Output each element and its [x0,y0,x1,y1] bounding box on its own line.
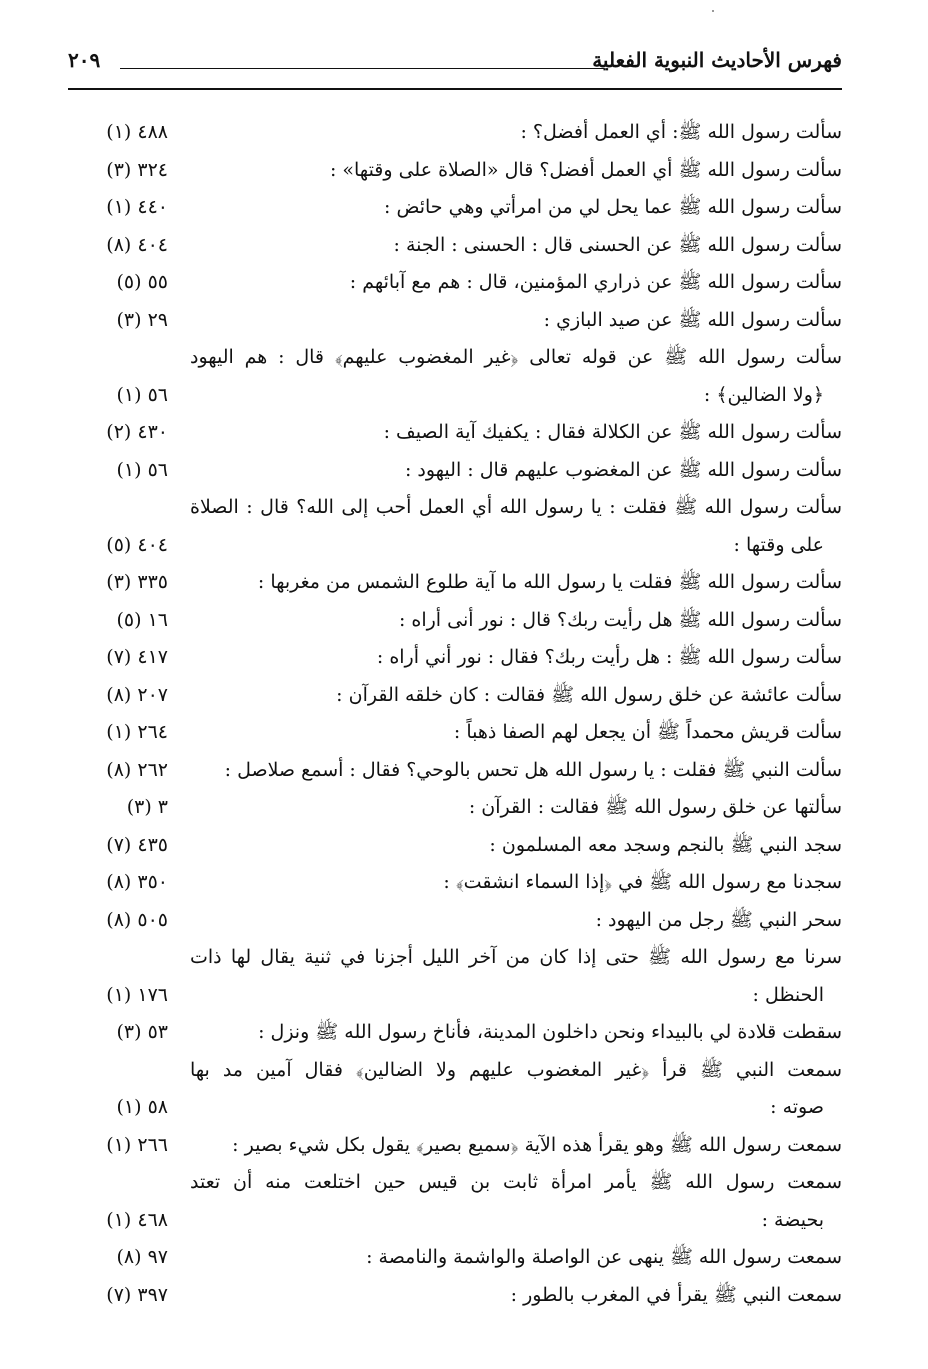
entry-text: سجد النبي ﷺ بالنجم وسجد معه المسلمون : [489,833,842,856]
entry-text: سألت رسول الله ﷺ: أي العمل أفضل؟ : [520,121,842,143]
index-entry [68,339,842,414]
page-reference: ٣ (٣) [126,796,168,818]
entry-text: سألت قريش محمداً ﷺ أن يجعل لهم الصفا ذهباً : [453,721,842,743]
index-entry [68,1052,842,1127]
entry-text: سقطت قلادة لي بالبيداء ونحن داخلون المدينة، فأناخ رسول الله ﷺ ونزل : [258,1021,842,1043]
index-entry [68,302,842,340]
entry-text-continuation: صوته : [770,1096,824,1118]
index-entry [68,677,842,715]
entry-text: سمعت رسول الله ﷺ يأمر امرأة ثابت بن قيس حين اختلعت منه أن تعتد [190,1171,842,1193]
page-reference: ٤١٧ (٧) [106,646,168,668]
entry-text: سألت رسول الله ﷺ فقلت : يا رسول الله أي العمل أحب إلى الله؟ قال : الصلاة [190,496,842,518]
index-entry [68,1127,842,1165]
page-reference: ٢٦٢ (٨) [106,758,168,781]
page-reference: ٤٣٥ (٧) [106,833,168,856]
page-reference: ٤٦٨ (١) [106,1208,168,1231]
page-reference: ٢٩ (٣) [116,308,168,331]
index-entry [68,827,842,865]
entry-text-continuation: بحيضة : [761,1208,824,1231]
page-reference: ١٧٦ (١) [106,983,168,1006]
page-number: ٢٠٩ [68,48,101,72]
entry-text-continuation: الحنظل : [752,983,824,1006]
index-entry [68,752,842,790]
entry-text: سمعت رسول الله ﷺ ينهى عن الواصلة والواشمة والنامصة : [366,1246,842,1268]
page-reference: ٢٦٤ (١) [106,721,168,743]
index-entry [68,1164,842,1239]
index-entry [68,939,842,1014]
entry-text: سمعت النبي ﷺ قرأ ﴿غير المغضوب عليهم ولا الضالين﴾ فقال آمين مد بها [190,1058,842,1081]
index-entry [68,114,842,152]
page-reference: ٤٨٨ (١) [106,121,168,143]
entry-text: سألت رسول الله ﷺ عن ذراري المؤمنين، قال : هم مع آبائهم : [349,271,842,293]
entry-text: سألت رسول الله ﷺ عن المغضوب عليهم قال : اليهود : [404,458,842,481]
entry-text: سألت رسول الله ﷺ هل رأيت ربك؟ قال : نور أنى أراه : [398,608,842,631]
entry-text: سألت عائشة عن خلق رسول الله ﷺ فقالت : كان خلقه القرآن : [336,683,842,706]
entry-text: سألت رسول الله ﷺ فقلت يا رسول الله ما آية طلوع الشمس من مغربها : [257,571,842,593]
page-reference: ٥٠٥ (٨) [106,908,168,931]
index-entry [68,1014,842,1052]
index-entry [68,189,842,227]
entry-text: سألت رسول الله ﷺ عن الحسنى قال : الحسنى : الجنة : [393,233,842,256]
entry-text: سألت رسول الله ﷺ عن الكلالة فقال : يكفيك آية الصيف : [383,421,842,443]
entry-text: سجدنا مع رسول الله ﷺ في ﴿إذا السماء انشقت﴾ : [443,871,842,893]
page-reference: ٢٠٧ (٨) [106,683,168,706]
scan-speck [712,10,714,12]
entry-text: سحر النبي ﷺ رجل من اليهود : [595,908,842,931]
page-reference: ٥٥ (٥) [116,271,168,293]
page-reference: ٩٧ (٨) [116,1246,168,1268]
index-entry [68,489,842,564]
page-header [68,46,842,80]
page-reference: ٥٨ (١) [116,1096,168,1118]
index-entry [68,864,842,902]
page-reference: ٥٣ (٣) [116,1021,168,1043]
page-reference: ٤٠٤ (٥) [106,533,168,556]
entry-text: سمعت النبي ﷺ يقرأ في المغرب بالطور : [510,1283,842,1306]
entry-text-continuation: على وقتها : [733,533,824,556]
page-reference: ٥٦ (١) [116,383,168,406]
index-entry [68,1277,842,1315]
index-entry [68,152,842,190]
index-entry [68,452,842,490]
index-entry [68,714,842,752]
running-title: فهرس الأحاديث النبوية الفعلية [592,48,842,72]
index-entry [68,902,842,940]
page-reference: ٥٦ (١) [116,458,168,481]
page-reference: ٤٤٠ (١) [106,196,168,218]
entry-text: سألت رسول الله ﷺ عن قوله تعالى ﴿غير المغضوب عليهم﴾ قال : هم اليهود [190,346,842,368]
header-divider [68,88,842,90]
index-entry [68,639,842,677]
entry-text: سرنا مع رسول الله ﷺ حتى إذا كان من آخر الليل أجزنا في ثنية يقال لها ذات [190,946,842,968]
page-reference: ٣٩٧ (٧) [106,1283,168,1306]
entry-text: سألت رسول الله ﷺ أي العمل أفضل؟ قال «الصلاة على وقتها» : [329,158,842,181]
entry-text: سمعت رسول الله ﷺ وهو يقرأ هذه الآية ﴿سميع بصير﴾ يقول بكل شيء بصير : [232,1133,842,1156]
index-entry [68,789,842,827]
entry-text-continuation: ﴿ولا الضالين﴾ : [703,383,824,406]
entry-text: سألتها عن خلق رسول الله ﷺ فقالت : القرآن : [468,796,842,818]
index-entry [68,602,842,640]
entry-text: سألت رسول الله ﷺ عن صيد البازي : [543,308,842,331]
entry-text: سألت رسول الله ﷺ عما يحل لي من امرأتي وهي حائض : [384,196,842,218]
hadith-index-list [68,114,842,1314]
page-reference: ٤٣٠ (٢) [106,421,168,443]
index-entry [68,564,842,602]
index-entry [68,414,842,452]
index-entry [68,264,842,302]
page-reference: ٢٦٦ (١) [106,1133,168,1156]
page-reference: ٤٠٤ (٨) [106,233,168,256]
entry-text: سألت النبي ﷺ فقلت : يا رسول الله هل تحس بالوحي؟ فقال : أسمع صلاصل : [224,758,842,781]
page-reference: ٣٣٥ (٣) [106,571,168,593]
index-entry [68,227,842,265]
header-rule [120,68,604,69]
page-reference: ١٦ (٥) [116,608,168,631]
index-entry [68,1239,842,1277]
entry-text: سألت رسول الله ﷺ : هل رأيت ربك؟ فقال : نور أني أراه : [376,646,842,668]
page-reference: ٣٥٠ (٨) [106,871,168,893]
page-reference: ٣٢٤ (٣) [106,158,168,181]
